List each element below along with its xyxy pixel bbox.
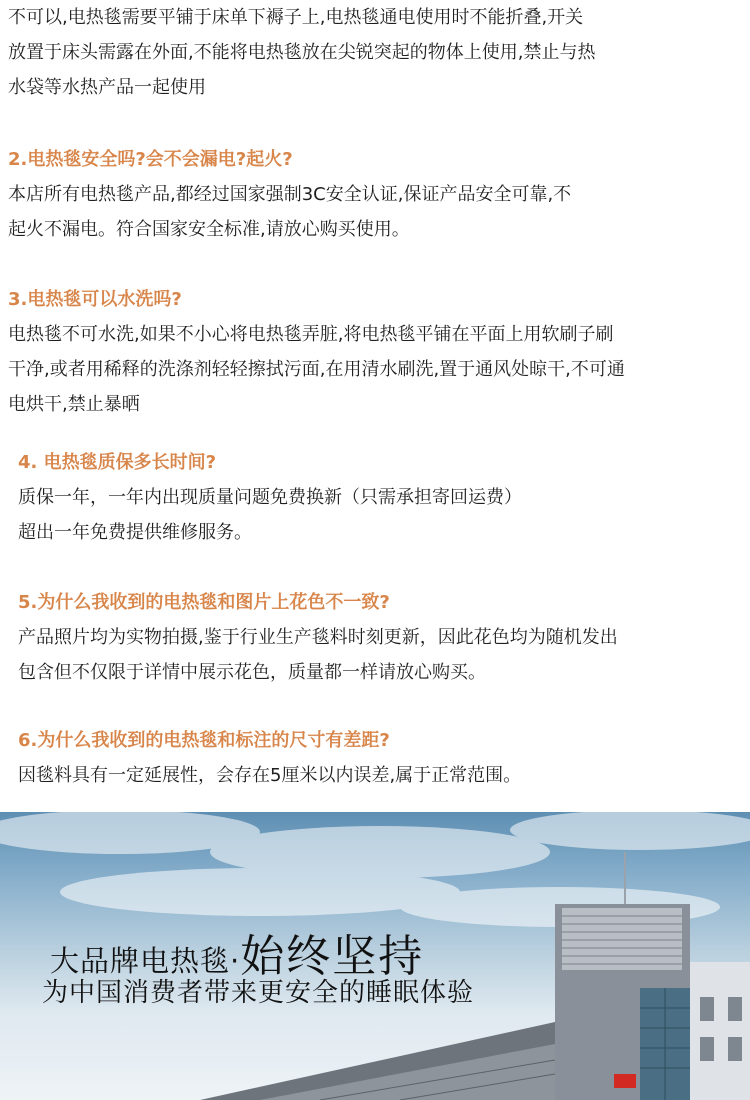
low-building (200, 1022, 555, 1100)
faq-item-2 (8, 142, 571, 247)
slogan-prefix: 大品牌电热毯· (50, 944, 241, 978)
faq-question: 2.电热毯安全吗?会不会漏电?起火? (8, 149, 293, 170)
brand-tagline: 为中国消费者带来更安全的睡眠体验 (42, 978, 475, 1008)
answer-line: 因毯料具有一定延展性，会存在5厘米以内误差,属于正常范围。 (18, 765, 522, 786)
answer-line: 电热毯不可水洗,如果不小心将电热毯弄脏,将电热毯平铺在平面上用软刷子刷 (8, 324, 614, 345)
answer-line: 不可以,电热毯需要平铺于床单下褥子上,电热毯通电使用时不能折叠,开关 (8, 7, 584, 28)
answer-line: 起火不漏电。符合国家安全标准,请放心购买使用。 (8, 219, 410, 240)
faq-item-4 (18, 445, 522, 550)
answer-line: 水袋等水热产品一起使用 (8, 77, 206, 98)
slogan-emphasis: 始终坚持 (240, 931, 425, 982)
answer-line: 质保一年，一年内出现质量问题免费换新（只需承担寄回运费） (18, 487, 522, 508)
tower-building (555, 904, 690, 1100)
flag (614, 1074, 636, 1088)
answer-line: 包含但不仅限于详情中展示花色，质量都一样请放心购买。 (18, 662, 486, 683)
right-building (690, 962, 750, 1100)
brand-banner (0, 812, 750, 1100)
faq-question: 4. 电热毯质保多长时间? (18, 452, 217, 473)
faq-question: 3.电热毯可以水洗吗? (8, 289, 182, 310)
faq-question: 5.为什么我收到的电热毯和图片上花色不一致? (18, 592, 390, 613)
intro-answer (8, 0, 595, 105)
answer-line: 电烘干,禁止暴晒 (8, 394, 140, 415)
faq-question: 6.为什么我收到的电热毯和标注的尺寸有差距? (18, 730, 390, 751)
faq-item-5 (18, 585, 618, 690)
answer-line: 产品照片均为实物拍摄,鉴于行业生产毯料时刻更新，因此花色均为随机发出 (18, 627, 618, 648)
faq-item-6 (18, 723, 521, 793)
answer-line: 干净,或者用稀释的洗涤剂轻轻擦拭污面,在用清水刷洗,置于通风处晾干,不可通 (8, 359, 625, 380)
answer-line: 超出一年免费提供维修服务。 (18, 522, 252, 543)
answer-line: 放置于床头需露在外面,不能将电热毯放在尖锐突起的物体上使用,禁止与热 (8, 42, 596, 63)
faq-item-3 (8, 282, 625, 422)
answer-line: 本店所有电热毯产品,都经过国家强制3C安全认证,保证产品安全可靠,不 (8, 184, 572, 205)
